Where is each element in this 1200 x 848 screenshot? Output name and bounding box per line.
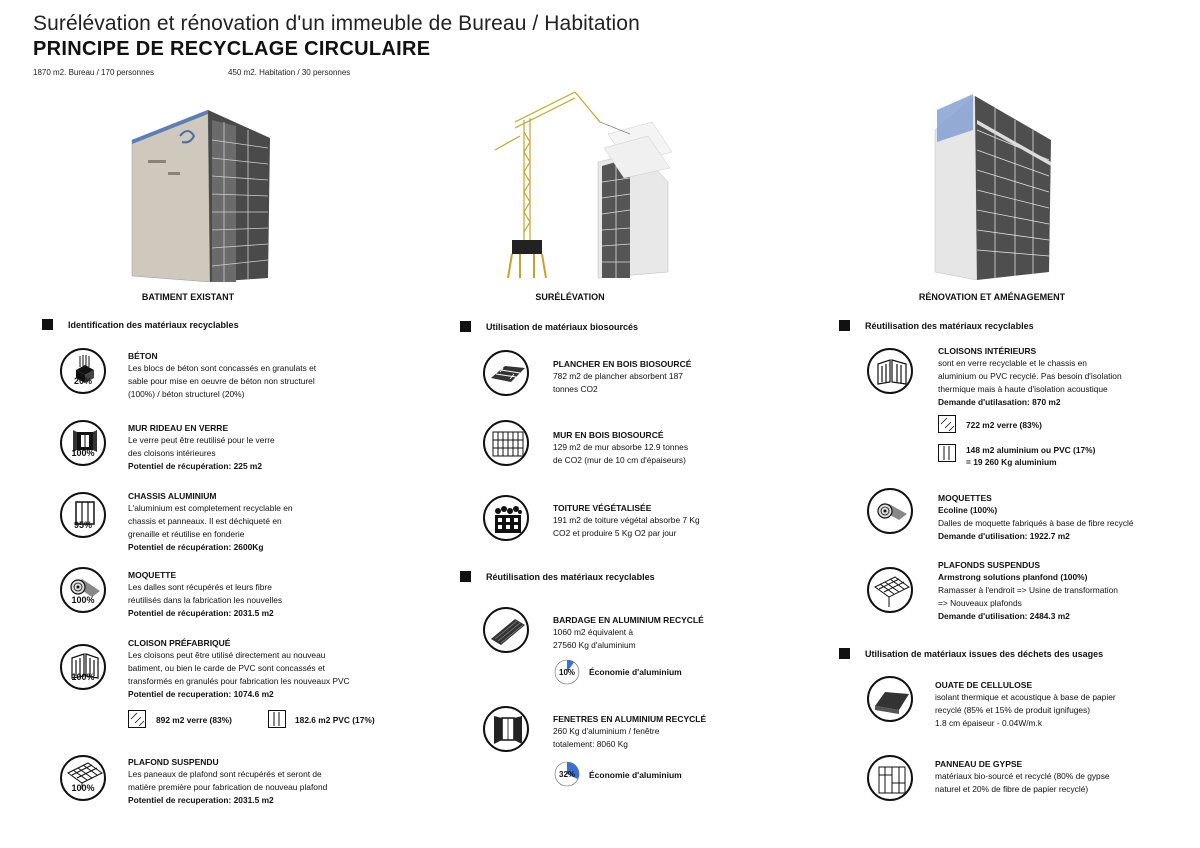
curtain-wall-pct: 100% <box>71 448 95 458</box>
prefab-partition-icon <box>60 644 106 690</box>
partitions-glass-stat: 722 m2 verre (83%) <box>966 420 1042 430</box>
partition-pvc-stat: 182.6 m2 PVC (17%) <box>295 715 375 725</box>
suspended-ceiling-pct: 100% <box>71 783 95 793</box>
interior-partitions-icon <box>867 348 913 394</box>
cellulose-insulation-icon <box>867 676 913 722</box>
existing-building-label: BATIMENT EXISTANT <box>141 292 235 302</box>
aluminium-cladding-title: BARDAGE EN ALUMINIUM RECYCLÉ <box>553 615 704 625</box>
aluminium-window-saving-label: Économie d'aluminium <box>589 770 682 780</box>
suspended-ceiling-desc: Les paneaux de plafond sont récupérés et seront de matière première pour fabrication de nouveau plafond Potentiel de recuperation: 2031.5 m2 <box>128 769 328 805</box>
page-title: Surélévation et rénovation d'un immeuble de Bureau / Habitation <box>33 12 640 35</box>
partitions-aluminium-stat: 148 m2 aluminium ou PVC (17%) = 19 260 Kg aluminium <box>966 445 1096 467</box>
concrete-title: BÉTON <box>128 351 158 361</box>
gypsum-title: PANNEAU DE GYPSE <box>935 759 1023 769</box>
green-roof-icon <box>483 495 529 541</box>
concrete-icon <box>60 348 106 394</box>
aluminium-window-desc: 260 Kg d'aluminium / fenêtre totalement: 8060 Kg <box>553 726 660 749</box>
cellulose-desc: isolant thermique et acoustique à base de papier recyclé (85% et 15% de produit ignifuges) 1.8 cm épaiseur - 0.04W/m.k <box>935 692 1116 728</box>
aluminium-mini-icon <box>938 444 956 462</box>
glass-mini-icon <box>938 415 956 433</box>
section-bullet <box>839 320 850 331</box>
office-meta: 1870 m2. Bureau / 170 personnes <box>33 68 154 77</box>
wood-floor-icon <box>483 350 529 396</box>
section-bullet <box>460 321 471 332</box>
section-bullet <box>460 571 471 582</box>
suspended-ceiling-icon <box>867 567 913 613</box>
aluminium-window-icon <box>483 706 529 752</box>
existing-building-image <box>128 100 273 282</box>
glass-mini-icon <box>128 710 146 728</box>
aluminium-cladding-desc: 1060 m2 équivalent à 27560 Kg d'aluminium <box>553 627 636 650</box>
curtain-wall-title: MUR RIDEAU EN VERRE <box>128 423 229 433</box>
aluminium-window-title: FENETRES EN ALUMINIUM RECYCLÉ <box>553 714 707 724</box>
prefab-partition-title: CLOISON PRÉFABRIQUÉ <box>128 638 231 648</box>
housing-meta: 450 m2. Habitation / 30 personnes <box>228 68 351 77</box>
wood-floor-title: PLANCHER EN BOIS BIOSOURCÉ <box>553 359 692 369</box>
green-roof-desc: 191 m2 de toiture végétal absorbe 7 Kg CO2 et produire 5 Kg O2 par jour <box>553 515 700 538</box>
aluminium-frame-icon <box>60 492 106 538</box>
pvc-mini-icon <box>268 710 286 728</box>
suspended-ceilings-title: PLAFONDS SUSPENDUS <box>938 560 1041 570</box>
page-subtitle: PRINCIPE DE RECYCLAGE CIRCULAIRE <box>33 38 431 60</box>
suspended-ceilings-desc: Armstrong solutions planfond (100%) Ramasser à l'endroit => Usine de transformation => Nouveaux plafonds Demande d'utilisation: 2484.3 m2 <box>938 572 1118 621</box>
green-roof-title: TOITURE VÉGÉTALISÉE <box>553 503 652 513</box>
raise-building-image <box>490 82 680 282</box>
aluminium-cladding-saving-pct: 10% <box>559 668 576 677</box>
carpets-title: MOQUETTES <box>938 493 992 503</box>
aluminium-frame-desc: L'aluminium est completement recyclable en chassis et panneaux. Il est déchiqueté en grenaille et réutilise en fonderie Potentiel de récupération: 2600Kg <box>128 503 293 552</box>
cellulose-title: OUATE DE CELLULOSE <box>935 680 1033 690</box>
concrete-desc: Les blocs de béton sont concassés en granulats et sable pour mise en oeuvre de béton non structurel (100%) / béton structurel (20%) <box>128 363 317 399</box>
concrete-pct: 20% <box>73 376 92 386</box>
suspended-ceiling-title: PLAFOND SUSPENDU <box>128 757 219 767</box>
partition-glass-stat: 892 m2 verre (83%) <box>156 715 232 725</box>
renovation-building-image <box>925 90 1055 280</box>
section-bullet <box>42 319 53 330</box>
raise-building-label: SURÉLÉVATION <box>535 292 605 302</box>
suspended-ceiling-icon <box>60 755 106 801</box>
aluminium-frame-title: CHASSIS ALUMINIUM <box>128 491 217 501</box>
wood-floor-desc: 782 m2 de plancher absorbent 187 tonnes CO2 <box>553 371 683 394</box>
carpets-desc: Ecoline (100%) Dalles de moquette fabriqués à base de fibre recyclé Demande d'utilisation: 1922.7 m2 <box>938 505 1134 541</box>
interior-partitions-title: CLOISONS INTÉRIEURS <box>938 346 1037 356</box>
carpet-desc: Les dalles sont récupérés et leurs fibre réutilisés dans la fabrication les nouvelles Potentiel de récupération: 2031.5 m2 <box>128 582 283 618</box>
curtain-wall-icon <box>60 420 106 466</box>
carpet-roll-icon <box>60 567 106 613</box>
gypsum-panel-icon <box>867 755 913 801</box>
gypsum-desc: matériaux bio-sourcé et recyclé (80% de gypse naturel et 20% de fibre de papier recyclé) <box>935 771 1110 794</box>
interior-partitions-desc: sont en verre recyclable et le chassis en aluminium ou PVC recyclé. Pas besoin d'isolation thermique mais à haute d'isolation acoustique Demande d'utilasation: 870 m2 <box>938 358 1122 407</box>
aluminium-window-saving-pct: 32% <box>559 770 576 779</box>
curtain-wall-desc: Le verre peut être reutilisé pour le verre des cloisons intérieures Potentiel de récupération: 225 m2 <box>128 435 275 471</box>
aluminium-cladding-icon <box>483 607 529 653</box>
carpet-roll-icon <box>867 488 913 534</box>
wood-wall-desc: 129 m2 de mur absorbe 12.9 tonnes de CO2 (mur de 10 cm d'épaiseurs) <box>553 442 689 465</box>
carpet-pct: 100% <box>71 595 95 605</box>
wood-wall-icon <box>483 420 529 466</box>
aluminium-cladding-saving-label: Économie d'aluminium <box>589 667 682 677</box>
prefab-partition-desc: Les cloisons peut être utilisé directement au nouveau batiment, ou bien le carde de PVC sont concassés et transformés en granulés pour fabrication les nouveaux PVC Potentiel de recuperation: 1074.6 m2 <box>128 650 350 699</box>
section-bullet <box>839 648 850 659</box>
aluminium-frame-pct: 95% <box>73 520 92 530</box>
prefab-partition-pct: 100% <box>71 672 95 682</box>
carpet-title: MOQUETTE <box>128 570 177 580</box>
wood-wall-title: MUR EN BOIS BIOSOURCÉ <box>553 430 664 440</box>
renovation-building-label: RÉNOVATION ET AMÉNAGEMENT <box>918 292 1066 302</box>
